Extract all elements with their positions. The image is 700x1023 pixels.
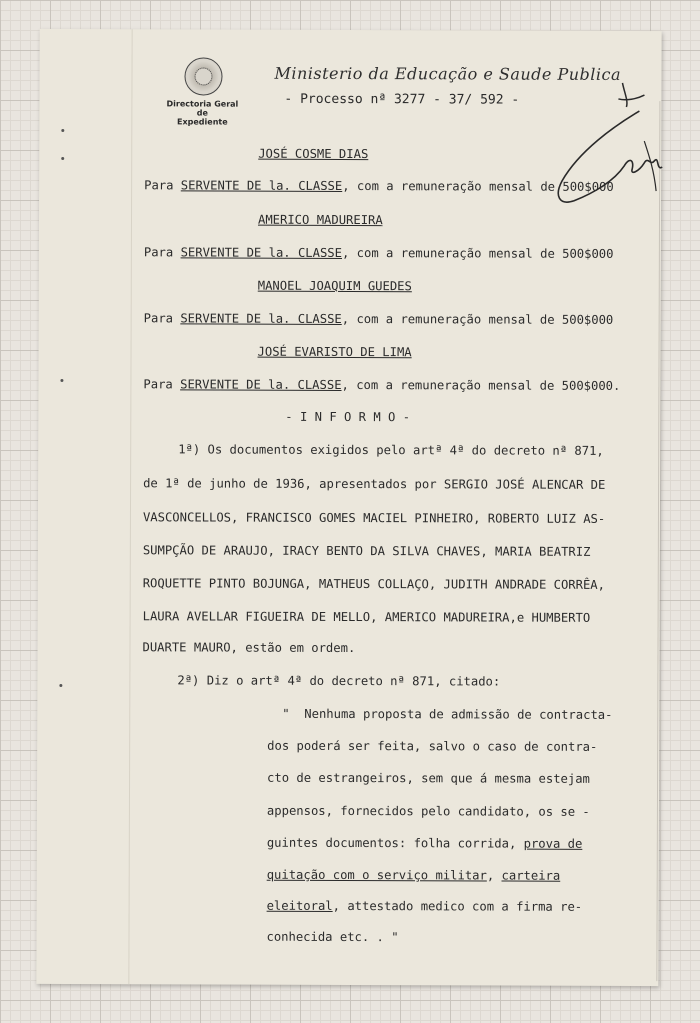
paragraph-line: ROQUETTE PINTO BOJUNGA, MATHEUS COLLAÇO, JUDITH ANDRADE CORRÊA,: [142, 576, 606, 592]
quote-line: dos poderá ser feita, salvo o caso de contra-: [267, 738, 598, 754]
paragraph-line: 1ª) Os documentos exigidos pelo artª 4ª do decreto nª 871,: [178, 442, 604, 458]
quote-line: " Nenhuma proposta de admissão de contracta-: [282, 706, 613, 722]
appointment-line: Para SERVENTE DE la. CLASSE, com a remuneração mensal de 500$000: [143, 311, 614, 327]
appointee-name: MANOEL JOAQUIM GUEDES: [257, 278, 412, 294]
fold-line: [128, 29, 132, 984]
punch-mark: [59, 684, 62, 687]
quote-line: conhecida etc. . ": [266, 929, 399, 945]
appointment-line: Para SERVENTE DE la. CLASSE, com a remuneração mensal de 500$000: [144, 178, 614, 194]
ministry-seal-icon: [184, 57, 222, 95]
ministry-heading: Ministerio da Educação e Saude Publica: [274, 63, 622, 84]
quote-line: quitação com o serviço militar, carteira: [266, 867, 561, 883]
appointment-line: Para SERVENTE DE la. CLASSE, com a remuneração mensal de 500$000.: [143, 377, 621, 393]
appointee-name: JOSÉ EVARISTO DE LIMA: [257, 344, 412, 360]
quote-line: appensos, fornecidos pelo candidato, os se -: [266, 803, 590, 819]
paragraph-line: VASCONCELLOS, FRANCISCO GOMES MACIEL PINHEIRO, ROBERTO LUIZ AS-: [142, 510, 606, 526]
appointment-line: Para SERVENTE DE la. CLASSE, com a remuneração mensal de 500$000: [143, 245, 614, 261]
informo-heading: - I N F O R M O -: [285, 409, 411, 425]
punch-mark: [61, 129, 64, 132]
paragraph-line: 2ª) Diz o artª 4ª do decreto nª 871, citado:: [177, 673, 501, 689]
punch-mark: [60, 379, 63, 382]
paragraph-line: de 1ª de junho de 1936, apresentados por SERGIO JOSÉ ALENCAR DE: [143, 476, 606, 492]
paragraph-line: SUMPÇÃO DE ARAUJO, IRACY BENTO DA SILVA CHAVES, MARIA BEATRIZ: [142, 543, 591, 559]
quote-line: eleitoral, attestado medico com a firma re-: [266, 898, 583, 914]
quote-line: guintes documentos: folha corrida, prova de: [266, 835, 583, 851]
punch-mark: [61, 157, 64, 160]
appointee-name: AMERICO MADUREIRA: [257, 212, 383, 228]
appointee-name: JOSÉ COSME DIAS: [258, 146, 369, 162]
department-label: Directoria Geral de Expediente: [166, 99, 239, 127]
margin-line: [656, 101, 660, 981]
handwritten-signature: [544, 71, 665, 221]
quote-line: cto de estrangeiros, sem que á mesma estejam: [267, 770, 590, 786]
document-page: [36, 29, 661, 986]
paragraph-line: DUARTE MAURO, estão em ordem.: [142, 640, 356, 656]
paragraph-line: LAURA AVELLAR FIGUEIRA DE MELLO, AMERICO MADUREIRA,e HUMBERTO: [142, 609, 591, 625]
process-number: - Processo nª 3277 - 37/ 592 -: [284, 91, 520, 108]
